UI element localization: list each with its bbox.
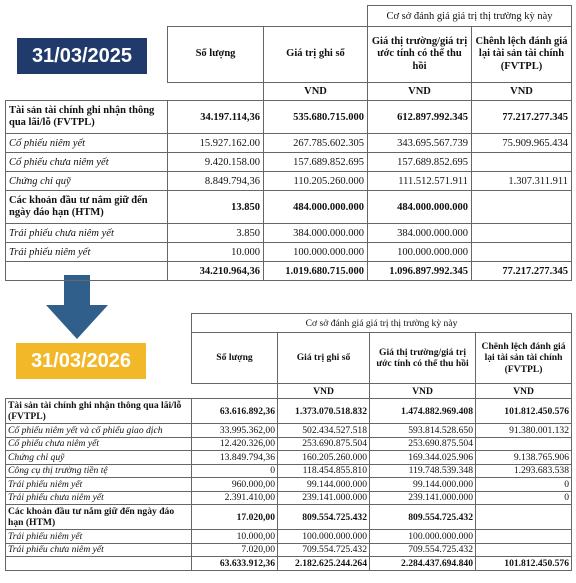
row-market: 384.000.000.000 [368,224,472,243]
row-diff: 101.812.450.576 [476,557,572,571]
row-market: 809.554.725.432 [370,505,476,530]
row-diff: 0 [476,478,572,492]
row-book: 267.785.602.305 [264,134,368,153]
table-row [6,543,572,557]
row-label: Trái phiếu niêm yết [6,530,192,544]
row-market: 111.512.571.911 [368,172,472,191]
table1-unit-diff: VND [472,83,572,101]
row-book: 502.434.527.518 [278,424,370,438]
row-label: Trái phiếu niêm yết [6,478,192,492]
table-row [6,424,572,438]
row-qty: 34.197.114,36 [168,101,264,134]
row-label [6,262,168,281]
row-qty: 13.850 [168,191,264,224]
row-book: 157.689.852.695 [264,153,368,172]
row-diff [476,543,572,557]
row-book: 110.205.260.000 [264,172,368,191]
table2-header-diff: Chênh lệch đánh giá lại tài sản tài chính (FVTPL) [476,333,572,384]
row-market: 593.814.528.650 [370,424,476,438]
row-qty: 2.391.410,00 [192,491,278,505]
table2-group-header: Cơ sở đánh giá giá trị thị trường kỳ này [192,314,572,333]
row-market: 253.690.875.504 [370,437,476,451]
row-qty: 15.927.162.00 [168,134,264,153]
row-label: Các khoản đầu tư nắm giữ đến ngày đáo hạn (HTM) [6,505,192,530]
row-market: 709.554.725.432 [370,543,476,557]
row-label: Cổ phiếu niêm yết [6,134,168,153]
table-row [6,451,572,465]
row-market: 343.695.567.739 [368,134,472,153]
row-label: Cổ phiếu niêm yết và cổ phiếu giao dịch [6,424,192,438]
table-total-row [6,557,572,571]
row-qty: 63.633.912,36 [192,557,278,571]
table-row [6,478,572,492]
row-diff [472,243,572,262]
table1-header-market: Giá thị trường/giá trị ước tính có thể thu hồi [368,27,472,83]
row-qty: 7.020,00 [192,543,278,557]
row-qty: 33.995.362,00 [192,424,278,438]
row-market: 100.000.000.000 [370,530,476,544]
row-diff [476,437,572,451]
table-row [6,530,572,544]
row-book: 2.182.625.244.264 [278,557,370,571]
financial-assets-table-2026 [5,313,572,571]
row-book: 809.554.725.432 [278,505,370,530]
table1-header-qty: Số lượng [168,27,264,83]
row-market: 612.897.992.345 [368,101,472,134]
row-book: 100.000.000.000 [264,243,368,262]
row-qty: 12.420.326,00 [192,437,278,451]
row-market: 169.344.025.906 [370,451,476,465]
financial-assets-table-2025 [5,5,572,281]
row-diff: 91.380.001.132 [476,424,572,438]
row-market: 119.748.539.348 [370,464,476,478]
row-label [6,557,192,571]
row-diff [476,505,572,530]
table-row [6,505,572,530]
row-qty: 17.020,00 [192,505,278,530]
table-row [6,243,572,262]
table2-unit-diff: VND [476,384,572,399]
row-diff: 75.909.965.434 [472,134,572,153]
row-label: Trái phiếu chưa niêm yết [6,543,192,557]
row-label: Công cụ thị trường tiền tệ [6,464,192,478]
row-market: 1.474.882.969.408 [370,399,476,424]
row-label: Tài sản tài chính ghi nhận thông qua lãi/lỗ (FVTPL) [6,399,192,424]
period-badge-2025: 31/03/2025 [17,38,147,74]
row-diff [472,224,572,243]
row-diff: 77.217.277.345 [472,262,572,281]
row-book: 160.205.260.000 [278,451,370,465]
row-book: 384.000.000.000 [264,224,368,243]
row-market: 239.141.000.000 [370,491,476,505]
row-book: 535.680.715.000 [264,101,368,134]
table2-header-qty: Số lượng [192,333,278,384]
row-label: Cổ phiếu chưa niêm yết [6,153,168,172]
row-label: Chứng chỉ quỹ [6,451,192,465]
table1-group-header: Cơ sở đánh giá giá trị thị trường kỳ này [368,6,572,27]
row-book: 99.144.000.000 [278,478,370,492]
row-market: 157.689.852.695 [368,153,472,172]
row-diff: 0 [476,491,572,505]
row-market: 2.284.437.694.840 [370,557,476,571]
row-qty: 63.616.892,36 [192,399,278,424]
row-book: 1.373.070.518.832 [278,399,370,424]
row-book: 1.019.680.715.000 [264,262,368,281]
row-market: 99.144.000.000 [370,478,476,492]
table1-unit-market: VND [368,83,472,101]
row-qty: 3.850 [168,224,264,243]
table2-header-book: Giá trị ghi sổ [278,333,370,384]
table-row [6,172,572,191]
row-diff: 9.138.765.906 [476,451,572,465]
row-qty: 10.000 [168,243,264,262]
row-diff: 77.217.277.345 [472,101,572,134]
table-row [6,399,572,424]
table-row [6,437,572,451]
row-qty: 8.849.794,36 [168,172,264,191]
row-label: Trái phiếu chưa niêm yết [6,491,192,505]
row-market: 484.000.000.000 [368,191,472,224]
row-diff: 1.307.311.911 [472,172,572,191]
row-book: 484.000.000.000 [264,191,368,224]
row-qty: 10.000,00 [192,530,278,544]
row-diff [476,530,572,544]
table-row [6,101,572,134]
table2-header-market: Giá thị trường/giá trị ước tính có thể thu hồi [370,333,476,384]
table-row [6,134,572,153]
row-qty: 0 [192,464,278,478]
row-qty: 34.210.964,36 [168,262,264,281]
row-qty: 13.849.794,36 [192,451,278,465]
row-label: Trái phiếu niêm yết [6,243,168,262]
row-label: Các khoản đầu tư nắm giữ đến ngày đáo hạn (HTM) [6,191,168,224]
row-diff: 101.812.450.576 [476,399,572,424]
table-total-row [6,262,572,281]
period-badge-2026: 31/03/2026 [16,343,146,379]
row-label: Tài sản tài chính ghi nhận thông qua lãi/lỗ (FVTPL) [6,101,168,134]
row-market: 1.096.897.992.345 [368,262,472,281]
row-label: Cổ phiếu chưa niêm yết [6,437,192,451]
table-row [6,191,572,224]
table-row [6,464,572,478]
table1-unit-book: VND [264,83,368,101]
row-diff: 1.293.683.538 [476,464,572,478]
table1-header-diff: Chênh lệch đánh giá lại tài sản tài chính (FVTPL) [472,27,572,83]
row-diff [472,153,572,172]
row-book: 100.000.000.000 [278,530,370,544]
row-label: Trái phiếu chưa niêm yết [6,224,168,243]
row-qty: 9.420.158.00 [168,153,264,172]
row-book: 709.554.725.432 [278,543,370,557]
row-book: 118.454.855.810 [278,464,370,478]
row-book: 253.690.875.504 [278,437,370,451]
table2-unit-book: VND [278,384,370,399]
table1-header-book: Giá trị ghi sổ [264,27,368,83]
row-label: Chứng chỉ quỹ [6,172,168,191]
row-book: 239.141.000.000 [278,491,370,505]
table-row [6,153,572,172]
row-market: 100.000.000.000 [368,243,472,262]
table-row [6,224,572,243]
table2-unit-market: VND [370,384,476,399]
row-qty: 960.000,00 [192,478,278,492]
table-row [6,491,572,505]
row-diff [472,191,572,224]
